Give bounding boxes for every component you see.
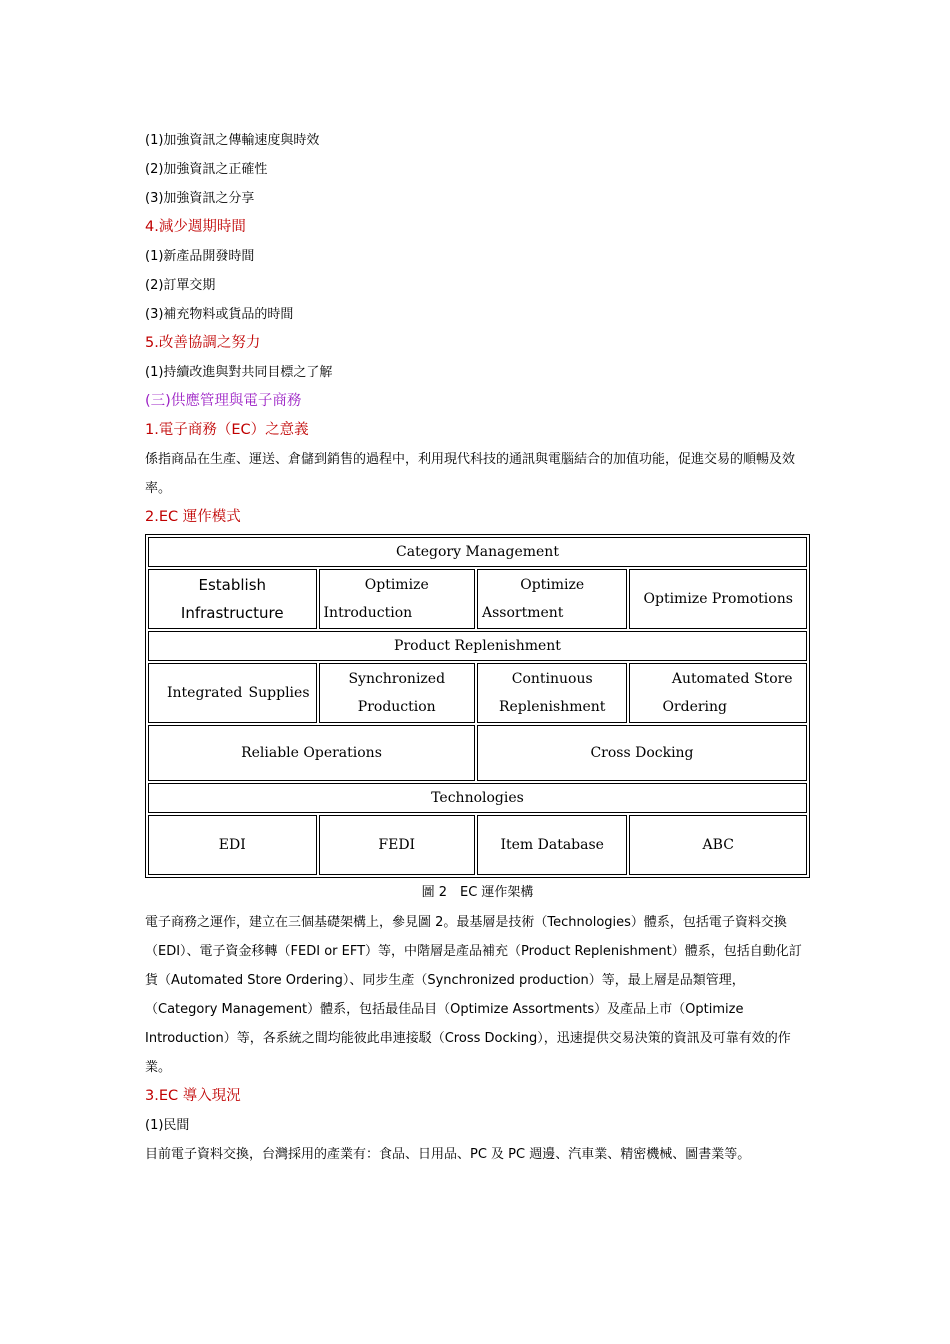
document-content [145,126,810,1169]
heading-improve-coordination: 5.改善協調之努力 [145,335,261,351]
heading-reduce-cycle-time: 4.減少週期時間 [145,219,246,235]
ec-status-text: 目前電子資料交換，台灣採用的產業有：食品、日用品、PC 及 PC 週邊、汽車業、精密機械、圖書業等。 [145,1147,751,1162]
cell-product-replenishment: Product Replenishment [148,631,807,661]
list-item: (1)加強資訊之傳輸速度與時效 [145,133,320,148]
cell-technologies: Technologies [148,783,807,813]
figure-caption: 圖 2 EC 運作架構 [421,885,534,900]
list-item: (1)持續改進與對共同目標之了解 [145,365,333,380]
list-item: (2)加強資訊之正確性 [145,162,268,177]
cell-cross-docking: Cross Docking [477,725,807,781]
list-item: (3)補充物料或貨品的時間 [145,307,294,322]
cell-abc: ABC [629,815,807,875]
ec-meaning-text: 係指商品在生產、運送、倉儲到銷售的過程中，利用現代科技的通訊與電腦結合的加值功能，促進交易的順暢及效率。 [145,452,796,496]
cell-continuous-replenishment: Continuous Replenishment [477,663,627,723]
list-item: (2)訂單交期 [145,278,216,293]
ec-framework-table [145,534,810,878]
cell-item-database: Item Database [477,815,627,875]
cell-integrated-supplies: Integrated Supplies [148,663,317,723]
heading-ec-status: 3.EC 導入現況 [145,1088,241,1104]
section-heading-supply-ec: (三)供應管理與電子商務 [145,393,302,409]
list-item: (1)民間 [145,1118,190,1133]
cell-category-management: Category Management [148,537,807,567]
cell-automated-store-ordering: Automated Store Ordering [629,663,807,723]
list-item: (1)新產品開發時間 [145,249,255,264]
cell-edi: EDI [148,815,317,875]
cell-fedi: FEDI [319,815,475,875]
heading-ec-model: 2.EC 運作模式 [145,509,241,525]
cell-optimize-introduction: Optimize Introduction [319,569,475,629]
list-item: (3)加強資訊之分享 [145,191,255,206]
heading-ec-meaning: 1.電子商務（EC）之意義 [145,422,309,438]
ec-operation-text: 電子商務之運作，建立在三個基礎架構上，參見圖 2。最基層是技術（Technologies）體系，包括電子資料交換（EDI）、電子資金移轉（FEDI or EFT）等，中階層是產品補充（Product Replenishment）體系，包括自動化訂貨（Automated Store Ordering）、同步生產（Synchronized production）等，最上層是品類管理，（Category Management）體系，包括最佳品目（Optimize Assortments）及產品上市（Optimize Introduction）等，各系統之間均能彼此串連接駁（Cross Docking），迅速提供交易決策的資訊及可靠有效的作業。 [145,915,802,1075]
cell-reliable-operations: Reliable Operations [148,725,475,781]
cell-optimize-assortment: Optimize Assortment [477,569,627,629]
cell-optimize-promotions: Optimize Promotions [629,569,807,629]
cell-establish-infrastructure: Establish Infrastructure [148,569,317,629]
cell-synchronized-production: Synchronized Production [319,663,475,723]
